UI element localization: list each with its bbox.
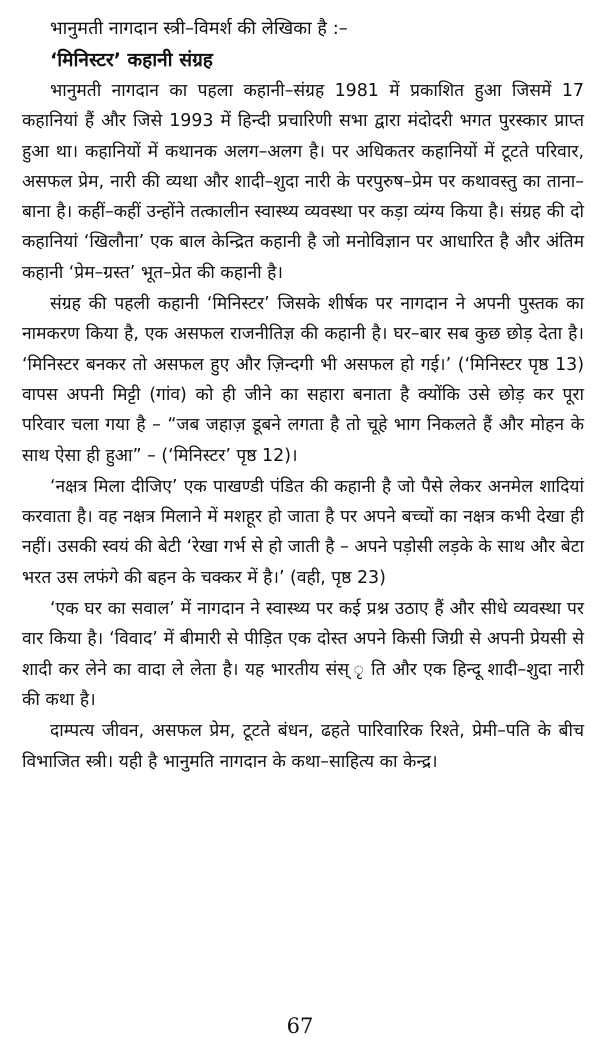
intro-line: भानुमती नागदान स्त्री–विमर्श की लेखिका है :– bbox=[50, 18, 348, 39]
paragraph: ‘एक घर का सवाल’ में नागदान ने स्वास्थ्य पर कई प्रश्न उठाए हैं और सीधे व्यवस्था पर वार किया है। ‘विवाद’ में बीमारी से पीड़ित एक दोस्त अपने किसी जिग्री से अपनी प्रेयसी से शादी कर लेने का वादा ले लेता है। यह भारतीय संस् ृ ति और एक हिन्दू शादी–शुदा नारी की कथा है। bbox=[22, 599, 584, 710]
paragraph: दाम्पत्य जीवन, असफल प्रेम, टूटते बंधन, ढहते पारिवारिक रिश्ते, प्रेमी–पति के बीच विभाजित स्त्री। यही है भानुमति नागदान के कथा–साहित्य का केन्द्र। bbox=[22, 721, 584, 772]
page-body bbox=[22, 14, 584, 777]
paragraph: संग्रह की पहली कहानी ‘मिनिस्टर’ जिसके शीर्षक पर नागदान ने अपनी पुस्तक का नामकरण किया है, एक असफल राजनीतिज्ञ की कहानी है। घर–बार सब कुछ छोड़ देता है। ‘मिनिस्टर बनकर तो असफल हुए और ज़िन्दगी भी असफल हो गई।’ (‘मिनिस्टर पृष्ठ 13) वापस अपनी मिट्टी (गांव) को ही जीने का सहारा बनाता है क्योंकि उसे छोड़ कर पूरा परिवार चला गया है – “जब जहाज़ डूबने लगता है तो चूहे भाग निकलते हैं और मोहन के साथ ऐसा ही हुआ” – (‘मिनिस्टर’ पृष्ठ 12)। bbox=[22, 294, 584, 466]
section-heading: ‘मिनिस्टर’ कहानी संग्रह bbox=[50, 49, 213, 71]
paragraph: भानुमती नागदान का पहला कहानी–संग्रह 1981 में प्रकाशित हुआ जिसमें 17 कहानियां हैं और जिसे 1993 में हिन्दी प्रचारिणी सभा द्वारा मंदोदरी भगत पुरस्कार प्राप्त हुआ था। कहानियों में कथानक अलग–अलग है। पर अधिकतर कहानियों में टूटते परिवार, असफल प्रेम, नारी की व्यथा और शादी–शुदा नारी के परपुरुष–प्रेम पर कथावस्तु का ताना–बाना है। कहीं–कहीं उन्होंने तत्कालीन स्वास्थ्य व्यवस्था पर कड़ा व्यंग्य किया है। संग्रह की दो कहानियां ‘खिलौना’ एक बाल केन्द्रित कहानी है जो मनोविज्ञान पर आधारित है और अंतिम कहानी ‘प्रेम–ग्रस्त’ भूत–प्रेत की कहानी है। bbox=[22, 81, 584, 283]
paragraph: ‘नक्षत्र मिला दीजिए’ एक पाखण्डी पंडित की कहानी है जो पैसे लेकर अनमेल शादियां करवाता है। वह नक्षत्र मिलाने में मशहूर हो जाता है पर अपने बच्चों का नक्षत्र कभी देखा ही नहीं। उसकी स्वयं की बेटी ‘रेखा गर्भ से हो जाती है – अपने पड़ोसी लड़के के साथ और बेटा भरत उस लफंगे की बहन के चक्कर में है।’ (वही, पृष्ठ 23) bbox=[22, 476, 584, 588]
page-number: 67 bbox=[286, 1014, 314, 1038]
